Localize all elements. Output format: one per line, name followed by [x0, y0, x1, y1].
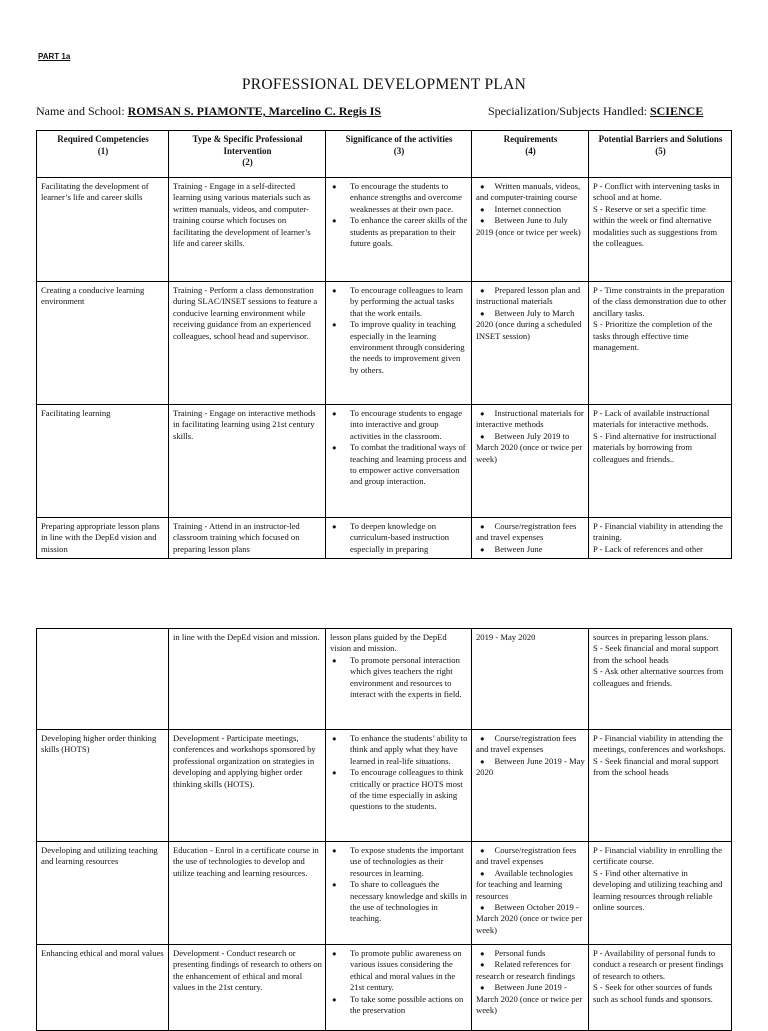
- significance-cell: [326, 405, 472, 518]
- intervention-cell: Development - Participate meetings, conferences and workshops sponsored by professional organization on strategies in developing and applying higher order thinking skills (HOTS).: [169, 730, 326, 842]
- significance-item: ● To encourage colleagues to think critically or practice HOTS most of the time especially in asking questions to the students.: [330, 767, 468, 813]
- significance-item: ● To encourage colleagues to learn by performing the actual tasks that the work entails.: [330, 285, 468, 319]
- requirements-list: [476, 845, 585, 936]
- requirements-cell: [472, 730, 589, 842]
- requirements-item: ● Internet connection: [476, 204, 585, 215]
- header-intervention: Type & Specific Professional Intervention (2): [169, 131, 326, 178]
- significance-item: ● To improve quality in teaching especially in the learning environment through considering the needs to improvement given by others.: [330, 319, 468, 376]
- part-label: PART 1a: [38, 52, 71, 61]
- requirements-cell: [472, 842, 589, 945]
- intervention-cell: Training - Engage in a self-directed learning using various materials such as written manuals, videos, and computer-training course which focuses on facilitating the development of learner’s life and career skills.: [169, 178, 326, 282]
- table-row: [37, 178, 732, 282]
- significance-item: ● To encourage the students to enhance strengths and overcome weaknesses at their own pace.: [330, 181, 468, 215]
- requirements-item: ● Written manuals, videos, and computer-training course: [476, 181, 585, 204]
- significance-list: [330, 521, 468, 555]
- requirements-item: ● Between July to March 2020 (once during a scheduled INSET session): [476, 308, 585, 342]
- barriers-cell: P - Financial viability in attending the meetings, conferences and workshops. S - Seek financial and moral support from the school heads: [589, 730, 732, 842]
- requirements-list: [476, 733, 585, 779]
- name-school-label: Name and School:: [36, 104, 125, 118]
- intervention-cell: Training - Perform a class demonstration during SLAC/INSET sessions to feature a conducive learning environment while receiving guidance from an experienced colleagues, school head and supervisor.: [169, 282, 326, 405]
- significance-item: ● To share to colleagues the necessary knowledge and skills in the use of technologies in teaching.: [330, 879, 468, 925]
- barriers-cell: P - Availability of personal funds to conduct a research or present findings of research to others. S - Seek for other sources of funds such as school funds and sponsors.: [589, 945, 732, 1031]
- competency-cell: Facilitating learning: [37, 405, 169, 518]
- significance-continued-text: lesson plans guided by the DepEd vision and mission.: [330, 632, 447, 654]
- significance-cell: [326, 282, 472, 405]
- barriers-cell: sources in preparing lesson plans. S - Seek financial and moral support from the school heads S - Ask other alternative sources from colleagues and friends.: [589, 629, 732, 730]
- competency-cell: Facilitating the development of learner’s life and career skills: [37, 178, 169, 282]
- significance-list: [330, 181, 468, 249]
- requirements-item: ● Course/registration fees and travel expenses: [476, 733, 585, 756]
- requirements-item: ● Course/registration fees and travel expenses: [476, 521, 585, 544]
- barriers-cell: P - Lack of available instructional materials for interactive methods. S - Find alternative for instructional materials by borrowing from colleagues and friends..: [589, 405, 732, 518]
- significance-list: [330, 845, 468, 925]
- requirements-item: ● Prepared lesson plan and instructional materials: [476, 285, 585, 308]
- requirements-item: ● Between October 2019 - March 2020 (once or twice per week): [476, 902, 585, 936]
- significance-list: [330, 733, 468, 813]
- table-row: [37, 405, 732, 518]
- intervention-cell: Training - Engage on interactive methods in facilitating learning using 21st century skills.: [169, 405, 326, 518]
- intervention-cell: in line with the DepEd vision and mission.: [169, 629, 326, 730]
- requirements-cell: [472, 178, 589, 282]
- name-school-value: ROMSAN S. PIAMONTE, Marcelino C. Regis IS: [127, 104, 382, 118]
- requirements-item: ● Personal funds: [476, 948, 585, 959]
- requirements-item: ● Between June 2019 - March 2020 (once or twice per week): [476, 982, 585, 1016]
- header-barriers: Potential Barriers and Solutions (5): [589, 131, 732, 178]
- table-row: [37, 730, 732, 842]
- requirements-item: ● Between June to July 2019 (once or twice per week): [476, 215, 585, 238]
- requirements-continued-text: 2019 - May 2020: [476, 632, 536, 642]
- significance-item: ● To combat the traditional ways of teaching and learning process and to empower active conversation and group interaction.: [330, 442, 468, 488]
- plan-table-page-1: [36, 130, 732, 559]
- significance-list: [330, 408, 468, 488]
- intervention-cell: Training - Attend in an instructor-led classroom training which focused on preparing lesson plans: [169, 518, 326, 559]
- header-row: [37, 131, 732, 178]
- name-and-school: [36, 104, 381, 119]
- requirements-list: [476, 948, 585, 1016]
- document-title: PROFESSIONAL DEVELOPMENT PLAN: [241, 76, 527, 93]
- table-row: [37, 842, 732, 945]
- requirements-item: ● Between June: [476, 544, 585, 555]
- significance-cell: [326, 842, 472, 945]
- significance-item: ● To expose students the important use of technologies as their resources in learning.: [330, 845, 468, 879]
- table-row: [37, 518, 732, 559]
- barriers-cell: P - Financial viability in enrolling the certificate course. S - Find other alternative in developing and utilizing teaching and learning resources through reliable online sources.: [589, 842, 732, 945]
- barriers-cell: P - Conflict with intervening tasks in school and at home. S - Reserve or set a specific time within the week or find alternative modalities such as suggestions from the colleagues.: [589, 178, 732, 282]
- requirements-list: [476, 181, 585, 238]
- requirements-item: ● Available technologies for teaching and learning resources: [476, 868, 585, 902]
- requirements-cell: [472, 405, 589, 518]
- significance-item: ● To enhance the students’ ability to think and apply what they have learned in real-life situations.: [330, 733, 468, 767]
- requirements-item: ● Related references for research or research findings: [476, 959, 585, 982]
- significance-item: ● To promote public awareness on various issues considering the ethical and moral values in the 21st century.: [330, 948, 468, 994]
- intervention-cell: Education - Enrol in a certificate course in the use of technologies to develop and utilize teaching and learning resources.: [169, 842, 326, 945]
- significance-list: [330, 285, 468, 376]
- requirements-item: ● Instructional materials for interactive methods: [476, 408, 585, 431]
- significance-item: ● To deepen knowledge on curriculum-based instruction especially in preparing: [330, 521, 468, 555]
- requirements-item: ● Between June 2019 - May 2020: [476, 756, 585, 779]
- competency-cell: [37, 629, 169, 730]
- competency-cell: Creating a conducive learning environment: [37, 282, 169, 405]
- requirements-list: [476, 521, 585, 555]
- specialization-label: Specialization/Subjects Handled:: [488, 104, 647, 118]
- requirements-cell: [472, 518, 589, 559]
- significance-list: [330, 655, 468, 701]
- requirements-item: ● Course/registration fees and travel expenses: [476, 845, 585, 868]
- significance-cell: [326, 730, 472, 842]
- requirements-cell: [472, 282, 589, 405]
- requirements-cell: [472, 945, 589, 1031]
- intervention-cell: Development - Conduct research or presenting findings of research to others on the enhancement of ethical and moral values in the 21st century.: [169, 945, 326, 1031]
- barriers-cell: P - Financial viability in attending the training. P - Lack of references and other: [589, 518, 732, 559]
- table-row: [37, 282, 732, 405]
- requirements-item: ● Between July 2019 to March 2020 (once or twice per week): [476, 431, 585, 465]
- significance-item: ● To enhance the career skills of the students as preparation to their future goals.: [330, 215, 468, 249]
- header-requirements: Requirements (4): [472, 131, 589, 178]
- barriers-cell: P - Time constraints in the preparation of the class demonstration due to other ancillary tasks. S - Prioritize the completion of the tasks through effective time management.: [589, 282, 732, 405]
- significance-item: ● To encourage students to engage into interactive and group activities in the classroom.: [330, 408, 468, 442]
- requirements-list: [476, 285, 585, 342]
- significance-list: [330, 948, 468, 1016]
- competency-cell: Preparing appropriate lesson plans in line with the DepEd vision and mission: [37, 518, 169, 559]
- competency-cell: Developing higher order thinking skills (HOTS): [37, 730, 169, 842]
- competency-cell: Enhancing ethical and moral values: [37, 945, 169, 1031]
- specialization-value: SCIENCE: [649, 104, 704, 118]
- significance-item: ● To take some possible actions on the preservation: [330, 994, 468, 1017]
- significance-cell: [326, 945, 472, 1031]
- significance-cell: [326, 629, 472, 730]
- requirements-list: [476, 408, 585, 465]
- significance-item: ● To promote personal interaction which gives teachers the right environment and resources to interact with the experts in field.: [330, 655, 468, 701]
- significance-cell: [326, 178, 472, 282]
- plan-table-page-2: [36, 628, 732, 1031]
- competency-cell: Developing and utilizing teaching and learning resources: [37, 842, 169, 945]
- header-significance: Significance of the activities (3): [326, 131, 472, 178]
- specialization: [488, 104, 703, 119]
- table-row: [37, 945, 732, 1031]
- table-row: [37, 629, 732, 730]
- requirements-cell: [472, 629, 589, 730]
- header-competencies: Required Competencies (1): [37, 131, 169, 178]
- significance-cell: [326, 518, 472, 559]
